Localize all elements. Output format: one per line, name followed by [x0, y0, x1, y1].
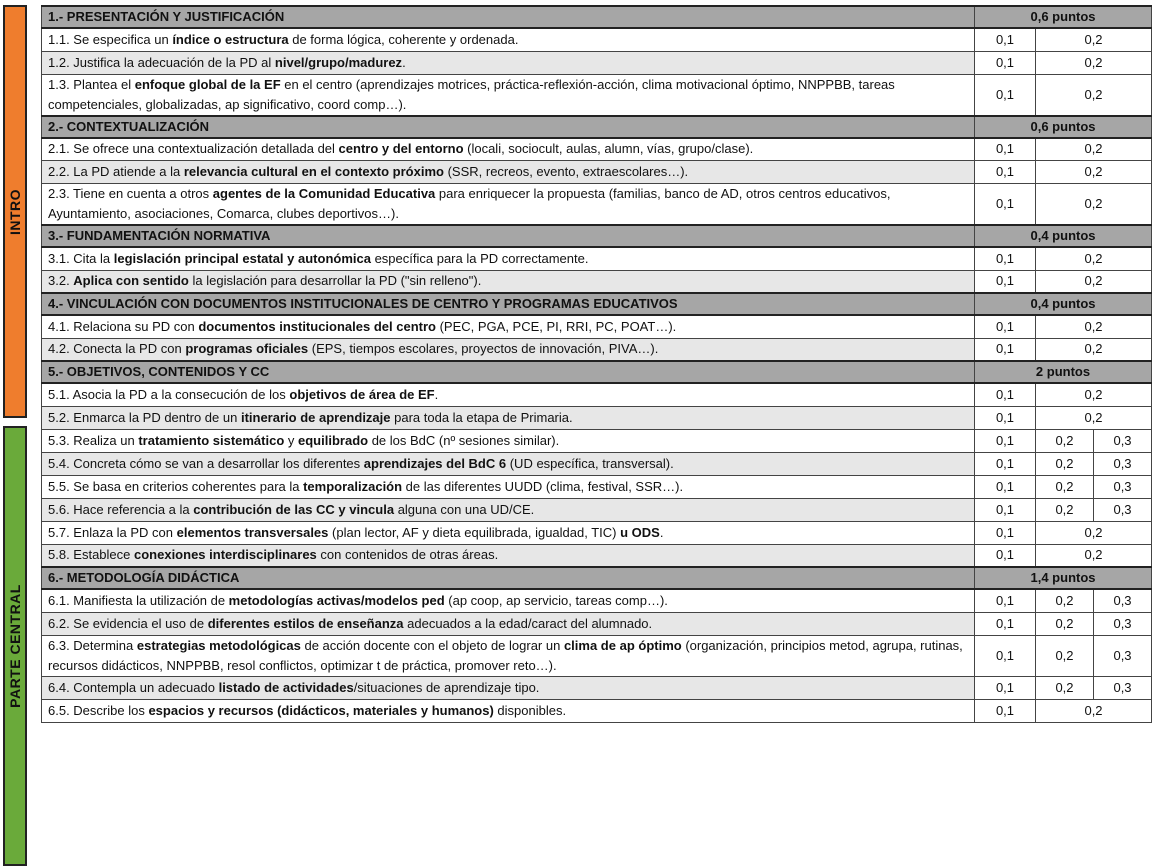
section-points: 2 puntos — [975, 361, 1152, 383]
criterion-row — [42, 521, 1152, 544]
criterion-row — [42, 315, 1152, 338]
criterion-fragment: 5.4. Concreta cómo se van a desarrollar los diferentes — [48, 455, 364, 471]
criterion-fragment: en el centro (aprendizajes motrices, práctica-reflexión-acción, clima motivacional óptimo, NNPPBB, tareas competenciales, globalizadas, ap significativo, coord comp…). — [48, 76, 895, 112]
criterion-fragment: 6.1. Manifiesta la utilización de — [48, 592, 229, 608]
score-option: 0,2 — [1036, 635, 1094, 676]
criterion-row — [42, 589, 1152, 612]
criterion-text — [42, 315, 975, 338]
criterion-fragment: de forma lógica, coherente y ordenada. — [288, 31, 519, 47]
score-option: 0,1 — [975, 612, 1036, 635]
criterion-fragment: 2.3. Tiene en cuenta a otros — [48, 186, 213, 201]
score-option: 0,2 — [1036, 247, 1152, 270]
criterion-fragment: para toda la etapa de Primaria. — [390, 409, 573, 425]
criterion-row — [42, 429, 1152, 452]
score-option: 0,3 — [1094, 452, 1152, 475]
criterion-fragment: . — [434, 386, 439, 402]
criterion-row — [42, 612, 1152, 635]
criterion-fragment: (plan lector, AF y dieta equilibrada, igualdad, TIC) — [328, 524, 621, 540]
score-option: 0,2 — [1036, 676, 1094, 699]
score-option: 0,3 — [1094, 635, 1152, 676]
criterion-row — [42, 676, 1152, 699]
criterion-row — [42, 699, 1152, 722]
criterion-text — [42, 161, 975, 184]
criterion-text — [42, 635, 975, 676]
score-option: 0,1 — [975, 74, 1036, 116]
criterion-text — [42, 544, 975, 567]
criterion-keyword: diferentes estilos de enseñanza — [207, 615, 404, 631]
score-option: 0,2 — [1036, 612, 1094, 635]
criterion-text — [42, 498, 975, 521]
score-option: 0,2 — [1036, 699, 1152, 722]
criterion-keyword: Aplica con sentido — [73, 273, 189, 289]
criterion-text — [42, 612, 975, 635]
criterion-keyword: estrategias metodológicas — [136, 637, 301, 653]
criterion-fragment: . — [402, 54, 406, 70]
score-option: 0,2 — [1036, 589, 1094, 612]
criterion-fragment: adecuados a la edad/caract del alumnado. — [403, 615, 653, 631]
criterion-row — [42, 184, 1152, 226]
criterion-fragment: 5.1. Asocia la PD a la consecución de los — [48, 386, 290, 402]
criterion-row — [42, 270, 1152, 293]
criterion-keyword: contribución de las CC y vincula — [193, 501, 395, 517]
score-option: 0,2 — [1036, 270, 1152, 293]
score-option: 0,1 — [975, 544, 1036, 567]
section-title: 2.- CONTEXTUALIZACIÓN — [42, 116, 975, 138]
criterion-fragment: 3.1. Cita la — [48, 250, 114, 266]
band-intro — [3, 5, 27, 418]
score-option: 0,1 — [975, 28, 1036, 51]
criterion-text — [42, 51, 975, 74]
score-option: 0,1 — [975, 51, 1036, 74]
score-option: 0,1 — [975, 699, 1036, 722]
criterion-keyword: itinerario de aprendizaje — [240, 409, 391, 425]
criterion-fragment: 5.8. Establece — [48, 547, 134, 563]
rubric-table — [41, 5, 1152, 723]
score-option: 0,2 — [1036, 521, 1152, 544]
criterion-text — [42, 247, 975, 270]
criterion-keyword: equilibrado — [298, 432, 369, 448]
criterion-keyword: legislación principal estatal y autonómica — [113, 250, 371, 266]
criterion-row — [42, 383, 1152, 406]
criterion-fragment: 6.2. Se evidencia el uso de — [48, 615, 208, 631]
score-option: 0,1 — [975, 270, 1036, 293]
criterion-row — [42, 338, 1152, 361]
score-option: 0,3 — [1094, 498, 1152, 521]
score-option: 0,1 — [975, 161, 1036, 184]
criterion-text — [42, 406, 975, 429]
criterion-keyword: espacios y recursos (didácticos, materiales y humanos) — [148, 702, 494, 718]
score-option: 0,1 — [975, 676, 1036, 699]
score-option: 0,2 — [1036, 184, 1152, 226]
score-option: 0,2 — [1036, 74, 1152, 116]
score-option: 0,2 — [1036, 429, 1094, 452]
score-option: 0,1 — [975, 452, 1036, 475]
criterion-fragment: (ap coop, ap servicio, tareas comp…). — [444, 592, 668, 608]
section-title: 4.- VINCULACIÓN CON DOCUMENTOS INSTITUCIONALES DE CENTRO Y PROGRAMAS EDUCATIVOS — [42, 293, 975, 315]
criterion-fragment: 2.1. Se ofrece una contextualización detallada del — [48, 141, 339, 157]
section-title: 3.- FUNDAMENTACIÓN NORMATIVA — [42, 225, 975, 247]
criterion-row — [42, 475, 1152, 498]
section-title: 5.- OBJETIVOS, CONTENIDOS Y CC — [42, 361, 975, 383]
criterion-keyword: temporalización — [303, 478, 403, 494]
criterion-row — [42, 452, 1152, 475]
score-option: 0,2 — [1036, 51, 1152, 74]
criterion-keyword: clima de ap óptimo — [563, 637, 682, 653]
criterion-row — [42, 161, 1152, 184]
criterion-keyword: documentos institucionales del centro — [198, 318, 436, 334]
criterion-text — [42, 28, 975, 51]
criterion-fragment: (locali, sociocult, aulas, alumn, vías, grupo/clase). — [463, 141, 754, 157]
criterion-row — [42, 635, 1152, 676]
criterion-keyword: listado de actividades — [218, 679, 354, 695]
score-option: 0,2 — [1036, 28, 1152, 51]
criterion-text — [42, 429, 975, 452]
criterion-fragment: (SSR, recreos, evento, extraescolares…). — [443, 164, 689, 179]
band-central — [3, 426, 27, 866]
criterion-fragment: 6.3. Determina — [48, 637, 137, 653]
score-option: 0,1 — [975, 338, 1036, 361]
criterion-keyword: centro y del entorno — [338, 141, 464, 157]
score-option: 0,2 — [1036, 315, 1152, 338]
criterion-fragment: 5.7. Enlaza la PD con — [48, 524, 177, 540]
score-option: 0,2 — [1036, 498, 1094, 521]
criterion-row — [42, 406, 1152, 429]
criterion-keyword: objetivos de área de EF — [289, 386, 435, 402]
criterion-fragment: de acción docente con el objeto de lograr un — [300, 637, 564, 653]
score-option: 0,2 — [1036, 383, 1152, 406]
criterion-fragment: con contenidos de otras áreas. — [316, 547, 499, 563]
section-header — [42, 293, 1152, 315]
score-option: 0,1 — [975, 589, 1036, 612]
score-option: 0,1 — [975, 498, 1036, 521]
criterion-fragment: 5.3. Realiza un — [48, 432, 139, 448]
criterion-fragment: 4.1. Relaciona su PD con — [48, 318, 199, 334]
score-option: 0,2 — [1036, 161, 1152, 184]
criterion-fragment: 2.2. La PD atiende a la — [48, 164, 184, 179]
section-header — [42, 225, 1152, 247]
criterion-fragment: (UD específica, transversal). — [506, 455, 674, 471]
section-header — [42, 361, 1152, 383]
criterion-fragment: 3.2. — [48, 273, 74, 289]
criterion-fragment: específica para la PD correctamente. — [370, 250, 589, 266]
criterion-row — [42, 544, 1152, 567]
criterion-keyword: aprendizajes del BdC 6 — [363, 455, 507, 471]
criterion-text — [42, 676, 975, 699]
criterion-fragment: (organización, principios metod, agrupa, rutinas, recursos didácticos, NNPPBB, resol conflictos, optimizar t de práctica, promover reto…). — [48, 637, 963, 673]
criterion-fragment: 6.4. Contempla un adecuado — [48, 679, 219, 695]
criterion-text — [42, 475, 975, 498]
criterion-keyword: elementos transversales — [176, 524, 329, 540]
criterion-keyword: metodologías activas/modelos ped — [228, 592, 445, 608]
criterion-fragment: de los BdC (nº sesiones similar). — [368, 432, 560, 448]
section-points: 0,6 puntos — [975, 116, 1152, 138]
section-title: 1.- PRESENTACIÓN Y JUSTIFICACIÓN — [42, 6, 975, 28]
score-option: 0,2 — [1036, 452, 1094, 475]
score-option: 0,1 — [975, 138, 1036, 161]
score-option: 0,1 — [975, 406, 1036, 429]
criterion-row — [42, 138, 1152, 161]
criterion-fragment: /situaciones de aprendizaje tipo. — [353, 679, 540, 695]
criterion-fragment: 5.6. Hace referencia a la — [48, 501, 194, 517]
section-title: 6.- METODOLOGÍA DIDÁCTICA — [42, 567, 975, 589]
criterion-keyword: relevancia cultural en el contexto próximo — [183, 164, 444, 179]
score-option: 0,1 — [975, 521, 1036, 544]
score-option: 0,3 — [1094, 429, 1152, 452]
score-option: 0,1 — [975, 247, 1036, 270]
section-header — [42, 567, 1152, 589]
section-points: 1,4 puntos — [975, 567, 1152, 589]
criterion-fragment: la legislación para desarrollar la PD ("sin relleno"). — [188, 273, 482, 289]
score-option: 0,1 — [975, 315, 1036, 338]
score-option: 0,3 — [1094, 589, 1152, 612]
criterion-fragment: 5.5. Se basa en criterios coherentes para la — [48, 478, 304, 494]
score-option: 0,1 — [975, 383, 1036, 406]
criterion-row — [42, 247, 1152, 270]
score-option: 0,3 — [1094, 475, 1152, 498]
score-option: 0,1 — [975, 184, 1036, 226]
criterion-keyword: programas oficiales — [185, 341, 309, 357]
criterion-fragment: 1.3. Plantea el — [48, 76, 135, 92]
criterion-text — [42, 338, 975, 361]
section-header — [42, 116, 1152, 138]
criterion-text — [42, 270, 975, 293]
criterion-keyword: índice o estructura — [172, 31, 289, 47]
criterion-text — [42, 184, 975, 226]
criterion-keyword: tratamiento sistemático — [138, 432, 285, 448]
section-header — [42, 6, 1152, 28]
criterion-row — [42, 74, 1152, 116]
band-intro-label: INTRO — [7, 188, 23, 235]
criterion-keyword: enfoque global de la EF — [134, 76, 281, 92]
score-option: 0,3 — [1094, 612, 1152, 635]
criterion-text — [42, 383, 975, 406]
score-option: 0,2 — [1036, 475, 1094, 498]
section-points: 0,4 puntos — [975, 293, 1152, 315]
criterion-text — [42, 521, 975, 544]
criterion-keyword: agentes de la Comunidad Educativa — [212, 186, 436, 201]
criterion-row — [42, 498, 1152, 521]
criterion-row — [42, 28, 1152, 51]
criterion-text — [42, 589, 975, 612]
score-option: 0,2 — [1036, 544, 1152, 567]
criterion-fragment: disponibles. — [493, 702, 567, 718]
criterion-row — [42, 51, 1152, 74]
criterion-fragment: 1.2. Justifica la adecuación de la PD al — [48, 54, 275, 70]
section-points: 0,6 puntos — [975, 6, 1152, 28]
criterion-keyword: conexiones interdisciplinares — [134, 547, 317, 563]
criterion-fragment: 5.2. Enmarca la PD dentro de un — [48, 409, 241, 425]
criterion-fragment: alguna con una UD/CE. — [394, 501, 535, 517]
criterion-keyword: nivel/grupo/madurez — [274, 54, 403, 70]
criterion-fragment: (PEC, PGA, PCE, PI, RRI, PC, POAT…). — [435, 318, 677, 334]
criterion-fragment: 4.2. Conecta la PD con — [48, 341, 186, 357]
score-option: 0,1 — [975, 475, 1036, 498]
score-option: 0,1 — [975, 635, 1036, 676]
band-central-label: PARTE CENTRAL — [7, 584, 23, 708]
criterion-fragment: (EPS, tiempos escolares, proyectos de innovación, PIVA…). — [308, 341, 659, 357]
score-option: 0,3 — [1094, 676, 1152, 699]
criterion-fragment: y — [284, 432, 299, 448]
criterion-fragment: . — [659, 524, 664, 540]
section-points: 0,4 puntos — [975, 225, 1152, 247]
score-option: 0,2 — [1036, 338, 1152, 361]
criterion-fragment: 6.5. Describe los — [48, 702, 149, 718]
criterion-fragment: para enriquecer la propuesta (familias, banco de AD, otros centros educativos, Ayuntamiento, asociaciones, Comarca, clubes deportivos…). — [48, 186, 891, 221]
criterion-text — [42, 74, 975, 116]
score-option: 0,2 — [1036, 138, 1152, 161]
score-option: 0,2 — [1036, 406, 1152, 429]
criterion-text — [42, 699, 975, 722]
criterion-fragment: de las diferentes UUDD (clima, festival, SSR…). — [402, 478, 684, 494]
criterion-keyword: u ODS — [620, 524, 660, 540]
criterion-text — [42, 452, 975, 475]
score-option: 0,1 — [975, 429, 1036, 452]
criterion-fragment: 1.1. Se especifica un — [48, 31, 173, 47]
criterion-text — [42, 138, 975, 161]
